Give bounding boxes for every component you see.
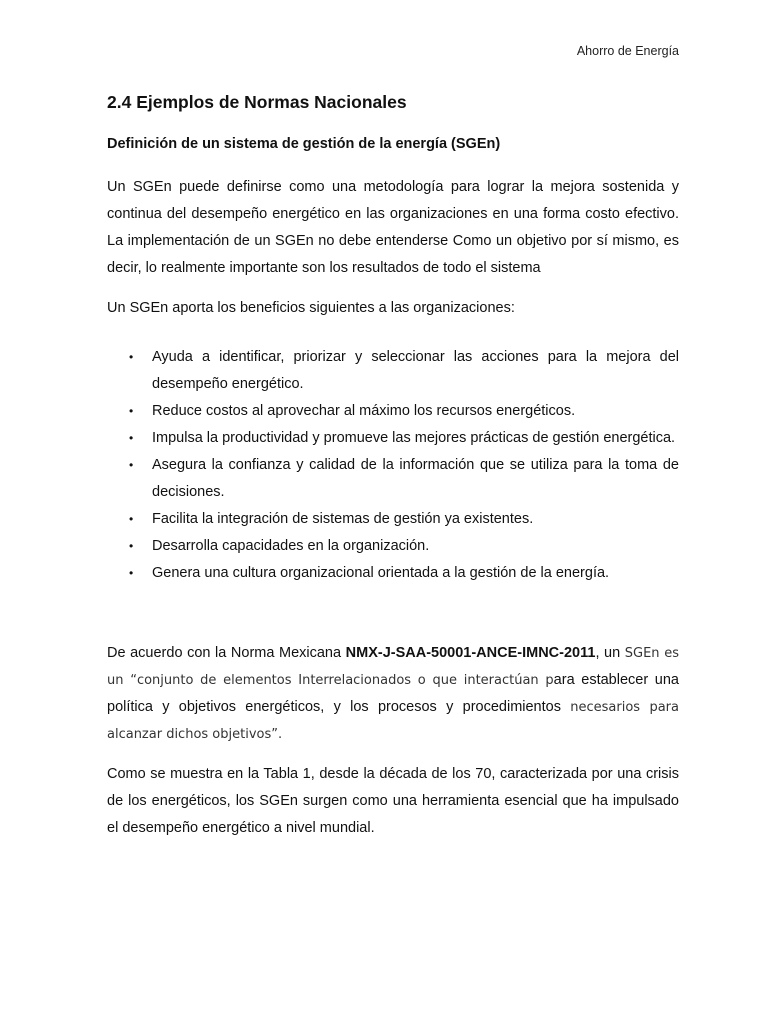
list-item — [107, 425, 679, 452]
list-item — [107, 452, 679, 506]
bullet-icon: • — [129, 458, 134, 472]
norm-intro-text: De acuerdo con la Norma Mexicana — [107, 645, 346, 661]
norm-comma-text: , un — [595, 645, 625, 661]
subsection-title: Definición de un sistema de gestión de la energía (SGEn) — [107, 136, 501, 152]
list-item-text: Asegura la confianza y calidad de la información que se utiliza para la toma de decisiones. — [152, 457, 679, 500]
bullet-icon: • — [129, 566, 134, 580]
paragraph-definition: Un SGEn puede definirse como una metodología para lograr la mejora sostenida y continua del desempeño energético en las organizaciones en una forma costo efectivo. La implementación de un SGEn no debe entenderse Como un objetivo por sí mismo, es decir, lo realmente importante son los resultados de todo el sistema — [107, 179, 679, 276]
paragraph-history: Como se muestra en la Tabla 1, desde la década de los 70, caracterizada por una crisis de los energéticos, los SGEn surgen como una herramienta esencial que ha impulsado el desempeño energético a nivel mundial. — [107, 766, 679, 836]
benefits-list — [107, 344, 679, 587]
norm-code: NMX-J-SAA-50001-ANCE-IMNC-2011 — [345, 645, 596, 661]
bullet-icon: • — [129, 431, 134, 445]
list-item — [107, 533, 679, 560]
paragraph-norm-definition — [107, 640, 679, 748]
running-header: Ahorro de Energía — [576, 44, 679, 58]
list-item-text: Ayuda a identificar, priorizar y seleccionar las acciones para la mejora del desempeño energético. — [152, 349, 679, 392]
list-item — [107, 398, 679, 425]
norm-middle-text: ara establecer una política y objetivos energéticos, y los procesos y procedimientos — [107, 672, 679, 715]
list-item-text: Reduce costos al aprovechar al máximo los recursos energéticos. — [152, 403, 576, 419]
bullet-icon: • — [129, 539, 134, 553]
bullet-icon: • — [129, 512, 134, 526]
norm-quote-end: necesarios para alcanzar dichos objetivos”. — [107, 700, 679, 742]
list-item-text: Impulsa la productividad y promueve las mejores prácticas de gestión energética. — [152, 430, 676, 446]
bullet-icon: • — [129, 350, 134, 364]
list-item — [107, 560, 679, 587]
list-item-text: Desarrolla capacidades en la organización. — [152, 538, 430, 554]
list-item-text: Genera una cultura organizacional orientada a la gestión de la energía. — [152, 565, 610, 581]
bullet-icon: • — [129, 404, 134, 418]
list-item — [107, 344, 679, 398]
list-item — [107, 506, 679, 533]
paragraph-benefits-intro: Un SGEn aporta los beneficios siguientes a las organizaciones: — [107, 300, 515, 316]
section-title: 2.4 Ejemplos de Normas Nacionales — [107, 92, 407, 112]
list-item-text: Facilita la integración de sistemas de gestión ya existentes. — [152, 511, 534, 527]
page-content — [107, 90, 679, 842]
norm-quote-start: SGEn es un “conjunto de elementos Interrelacionados o que interactúan p — [107, 646, 679, 688]
